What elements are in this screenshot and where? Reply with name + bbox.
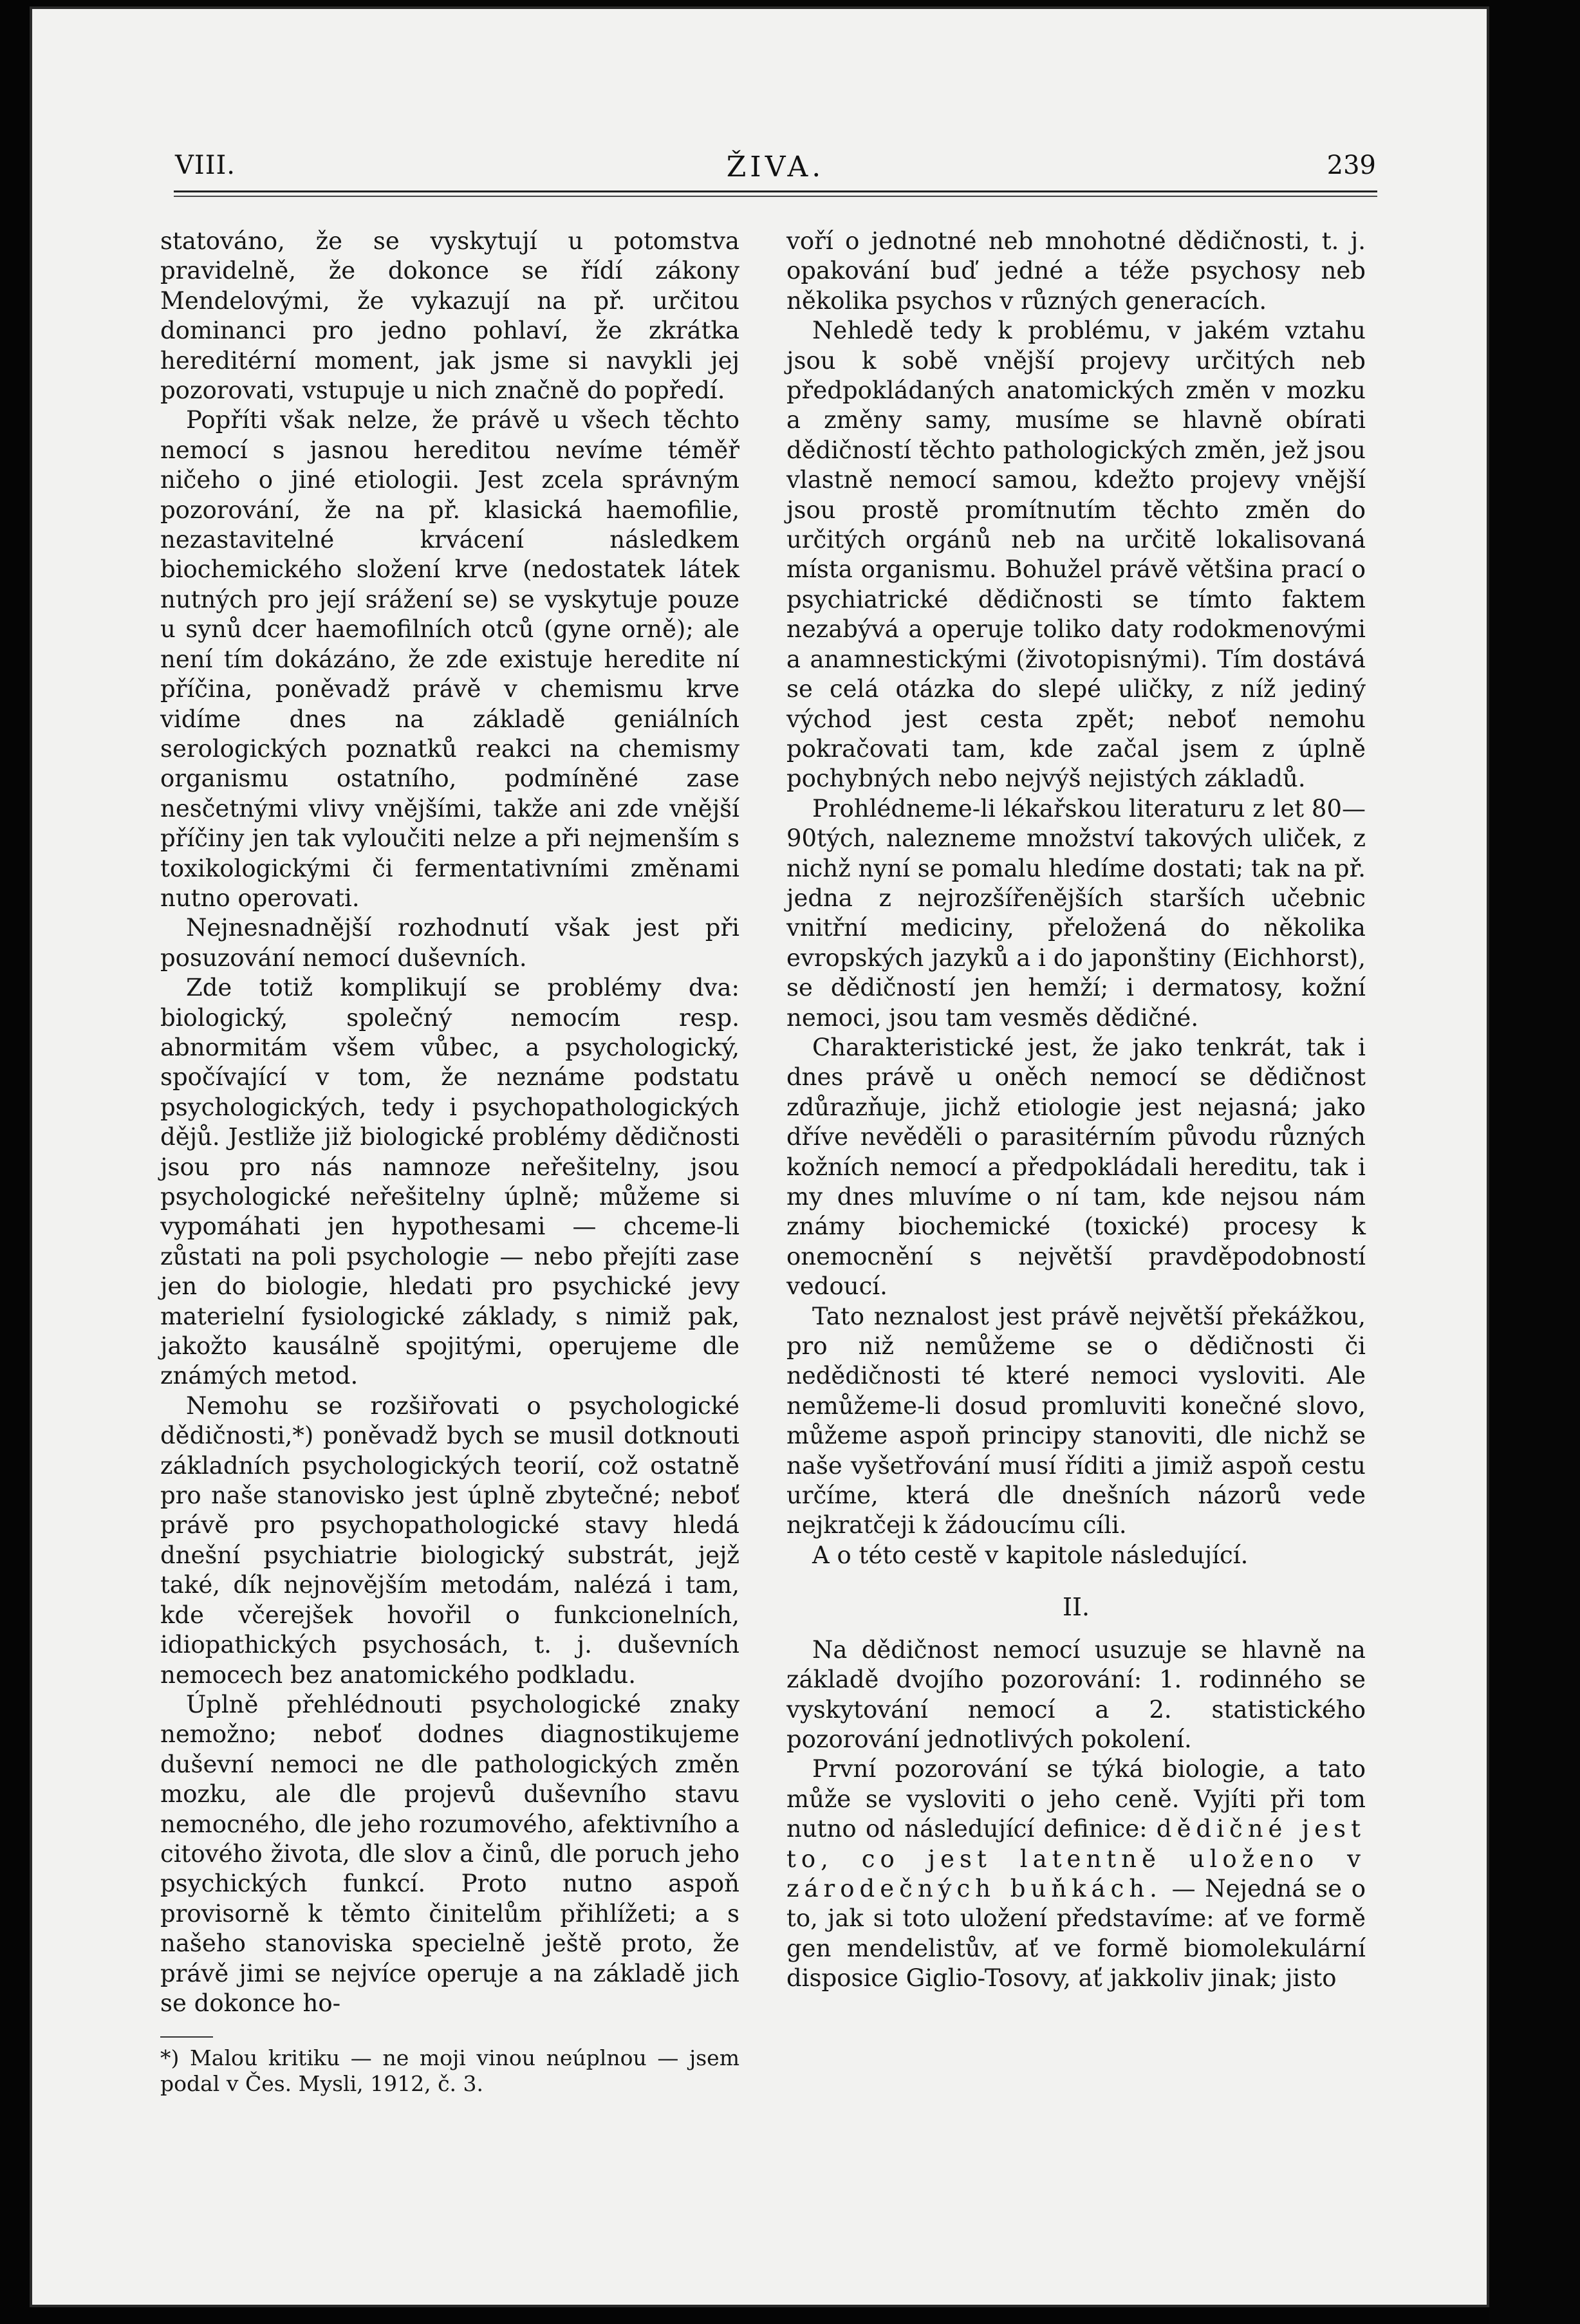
paragraph: Nejnesnadnější rozhodnutí však jest při posuzování nemocí duševních. <box>160 914 739 972</box>
paragraph: Nehledě tedy k problému, v jakém vztahu jsou k sobě vnější projevy určitých neb předpokládaných anatomických změn v mozku a změny samy, musíme se hlavně obírati dědičností těchto pathologických změn, jež jsou vlastně nemocí samou, kdežto projevy vnější jsou prostě promítnutím těchto změn do určitých orgánů neb na určitě lokalisovaná místa organismu. Bohužel právě většina prací o psychiatrické dědičnosti se tímto faktem nezabývá a operuje toliko daty rodokmenovými a anamnestickými (životopisnými). Tím dostává se celá otázka do slepé uličky, z níž jediný východ jest cesta zpět; neboť nemohu pokračovati tam, kde začal jsem z úplně pochybných nebo nejvýš nejistých základů. <box>786 317 1366 793</box>
paragraph-text: — Nejedná se o to, jak si toto uložení představíme: ať ve formě gen mendelistův, ať ve formě biomolekulární disposice Giglio-Tosovy, ať jakkoliv jinak; jisto <box>786 1874 1366 1993</box>
paragraph: A o této cestě v kapitole následující. <box>812 1541 1249 1569</box>
volume-number: VIII. <box>175 151 236 180</box>
running-head <box>175 151 1376 189</box>
paragraph: Tato neznalost jest právě největší překážkou, pro niž nemůžeme se o dědičnosti či nedědičnosti té které nemoci vysloviti. Ale nemůžeme-li dosud promluviti konečné slovo, můžeme aspoň principy stanoviti, dle nichž se naše vyšetřování musí říditi a jimiž aspoň cestu určíme, která dle dnešních názorů vede nejkratčeji k žádoucímu cíli. <box>786 1302 1366 1539</box>
page-number: 239 <box>1326 151 1376 180</box>
paragraph: Nemohu se rozšiřovati o psychologické dědičnosti,*) poněvadž bych se musil dotknouti základních psychologických teorií, což ostatně pro naše stanovisko jest úplně zbytečné; neboť právě pro psychopathologické stavy hledá dnešní psychiatrie biologický substrát, jejž také, dík nejnovějším metodám, nalézá i tam, kde včerejšek hovořil o funkcionelních, idiopathických psychosách, t. j. duševních nemocech bez anatomického podkladu. <box>160 1391 739 1689</box>
paragraph: Úplně přehlédnouti psychologické znaky nemožno; neboť dodnes diagnostikujeme duševní nemoci ne dle pathologických změn mozku, ale dle projevů duševního stavu nemocného, dle jeho rozumového, afektivního a citového života, dle slov a činů, dle poruch jeho psychických funkcí. Proto nutno aspoň provisorně k těmto činitelům přihlížeti; a s našeho stanoviska specielně ještě proto, že právě jimi se nejvíce operuje a na základě jich se dokonce ho- <box>160 1690 739 2017</box>
paragraph <box>786 1754 1366 1993</box>
header-rule-thin <box>174 196 1377 197</box>
paragraph-text: První pozorování se týká biologie, a tato může se vysloviti o jeho ceně. Vyjíti při tom nutno od následující definice: <box>786 1755 1366 1843</box>
definition-spaced: dědičné jest to, co jest latentně uloženo v zárodečných buňkách. <box>786 1815 1366 1902</box>
footnote <box>160 2045 739 2097</box>
header-rule <box>174 191 1377 192</box>
section-heading: II. <box>1062 1593 1090 1622</box>
right-column <box>786 227 1366 1994</box>
paragraph: voří o jednotné neb mnohotné dědičnosti, t. j. opakování buď jedné a téže psychosy neb několika psychos v různých generacích. <box>786 227 1366 315</box>
paragraph: statováno, že se vyskytují u potomstva pravidelně, že dokonce se řídí zákony Mendelovými, že vykazují na př. určitou dominanci pro jedno pohlaví, že zkrátka hereditérní moment, jak jsme si navykli jej pozorovati, vstupuje u nich značně do popředí. <box>160 227 739 405</box>
scan-margin <box>1489 0 1580 2324</box>
paragraph: Charakteristické jest, že jako tenkrát, tak i dnes právě u oněch nemocí se dědičnost zdůrazňuje, jichž etiologie jest nejasná; jako dříve nevěděli o parasitérním původu různých kožních nemocí a předpokládali hereditu, tak i my dnes mluvíme o ní tam, kde nejsou nám známy biochemické (toxické) procesy k onemocnění s největší pravděpodobností vedoucí. <box>786 1033 1366 1301</box>
journal-title: ŽIVA. <box>726 151 825 183</box>
left-column <box>160 227 739 2097</box>
footnote-text: *) Malou kritiku — ne moji vinou neúplnou — jsem podal v Čes. Mysli, 1912, č. 3. <box>160 2045 739 2097</box>
paragraph: Popříti však nelze, že právě u všech těchto nemocí s jasnou hereditou nevíme téměř ničeho o jiné etiologii. Jest zcela správným pozorování, že na př. klasická haemofilie, nezastavitelné krvácení následkem biochemického složení krve (nedostatek látek nutných pro její srážení se) se vyskytuje pouze u synů dcer haemofilních otců (gyne orně); ale není tím dokázáno, že zde existuje heredite ní příčina, poněvadž právě v chemismu krve vidíme dnes na základě geniálních serologických poznatků reakci na chemismy organismu ostatního, podmíněné zase nesčetnými vlivy vnějšími, takže ani zde vnější příčiny jen tak vyloučiti nelze a při nejmenším s toxikologickými či fermentativními změnami nutno operovati. <box>160 406 739 912</box>
paragraph: Zde totiž komplikují se problémy dva: biologický, společný nemocím resp. abnormitám všem vůbec, a psychologický, spočívající v tom, že neznáme podstatu psychologických, tedy i psychopathologických dějů. Jestliže již biologické problémy dědičnosti jsou pro nás namnoze neřešitelny, jsou psychologické neřešitelny úplně; můžeme si vypomáhati jen hypothesami — chceme-li zůstati na poli psychologie — nebo přejíti zase jen do biologie, hledati pro psychické jevy materielní fysiologické základy, s nimiž pak, jakožto kausálně spojitými, operujeme dle známých metod. <box>160 974 739 1390</box>
paragraph: Na dědičnost nemocí usuzuje se hlavně na základě dvojího pozorování: 1. rodinného se vyskytování nemocí a 2. statistického pozorování jednotlivých pokolení. <box>786 1635 1366 1753</box>
footnote-rule <box>160 2036 213 2038</box>
paragraph: Prohlédneme-li lékařskou literaturu z let 80—90tých, nalezneme množství takových uliček, z nichž nyní se pomalu hledíme dostati; tak na př. jedna z nejrozšířenějších starších učebnic vnitřní mediciny, přeložená do několika evropských jazyků a i do japonštiny (Eichhorst), se dědičností jen hemží; i dermatosy, kožní nemoci, jsou tam vesměs dědičné. <box>786 794 1366 1032</box>
